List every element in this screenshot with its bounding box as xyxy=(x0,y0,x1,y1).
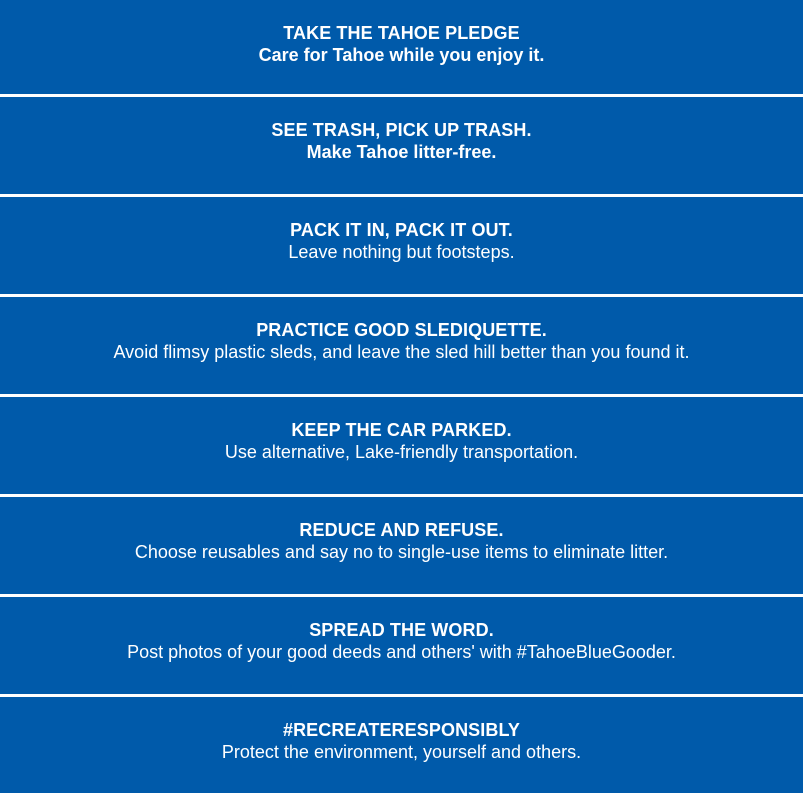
pledge-title: REDUCE AND REFUSE. xyxy=(299,520,504,540)
pledge-title: PACK IT IN, PACK IT OUT. xyxy=(290,220,513,240)
pledge-item-take-the-pledge xyxy=(0,0,803,97)
pledge-text: Avoid flimsy plastic sleds, and leave the sled hill better than you found it. xyxy=(113,342,690,362)
pledge-text: Care for Tahoe while you enjoy it. xyxy=(258,45,545,65)
pledge-text: Protect the environment, yourself and others. xyxy=(221,742,582,762)
pledge-item-see-trash xyxy=(0,97,803,197)
pledge-item-pack-it-in xyxy=(0,197,803,297)
pledge-item-reduce-refuse xyxy=(0,497,803,597)
pledge-title: SPREAD THE WORD. xyxy=(309,620,494,640)
pledge-text: Leave nothing but footsteps. xyxy=(288,242,515,262)
pledge-item-recreate-responsibly xyxy=(0,697,803,793)
pledge-item-slediquette xyxy=(0,297,803,397)
pledge-text: Make Tahoe litter-free. xyxy=(306,142,497,162)
pledge-item-spread-the-word xyxy=(0,597,803,697)
pledge-text: Use alternative, Lake-friendly transportation. xyxy=(224,442,579,462)
pledge-text: Post photos of your good deeds and others' with #TahoeBlueGooder. xyxy=(127,642,676,662)
pledge-title: KEEP THE CAR PARKED. xyxy=(291,420,512,440)
pledge-item-keep-car-parked xyxy=(0,397,803,497)
pledge-title: PRACTICE GOOD SLEDIQUETTE. xyxy=(256,320,547,340)
pledge-title: TAKE THE TAHOE PLEDGE xyxy=(283,23,520,43)
pledge-title: SEE TRASH, PICK UP TRASH. xyxy=(271,120,532,140)
pledge-text: Choose reusables and say no to single-use items to eliminate litter. xyxy=(134,542,669,562)
pledge-title: #RECREATERESPONSIBLY xyxy=(282,720,521,740)
